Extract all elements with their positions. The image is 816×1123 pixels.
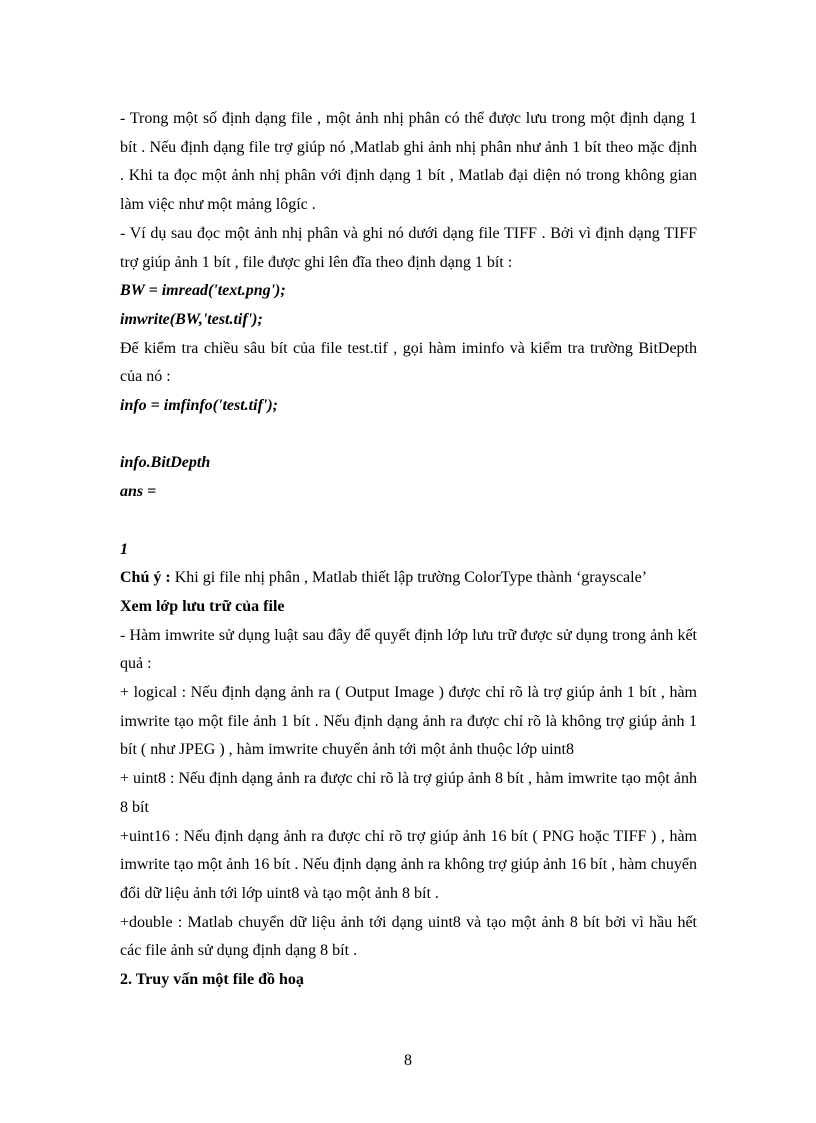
paragraph-example: - Ví dụ sau đọc một ảnh nhị phân và ghi nó dưới dạng file TIFF . Bởi vì định dạng TIFF trợ giúp ảnh 1 bít , file được ghi lên đĩa theo định dạng 1 bít :	[120, 224, 697, 271]
blank-line	[120, 421, 697, 450]
paragraph-check-depth: Để kiểm tra chiều sâu bít của file test.tif , gọi hàm iminfo và kiểm tra trường BitDepth của nó :	[120, 339, 697, 386]
heading-storage-class: Xem lớp lưu trữ của file	[120, 597, 285, 615]
code-line-imfinfo: info = imfinfo('test.tif');	[120, 397, 278, 415]
code-line-imwrite: imwrite(BW,'test.tif');	[120, 310, 263, 328]
paragraph-uint8: + uint8 : Nếu định dạng ảnh ra được chỉ rõ là trợ giúp ảnh 8 bít , hàm imwrite tạo một ảnh 8 bít	[120, 770, 697, 816]
page-body	[120, 105, 697, 995]
heading-query-file: 2. Truy vấn một file đồ hoạ	[120, 971, 304, 989]
note-label: Chú ý :	[120, 569, 171, 587]
code-line-ans: ans =	[120, 483, 157, 501]
paragraph-logical: + logical : Nếu định dạng ảnh ra ( Output Image ) được chỉ rõ là trợ giúp ảnh 1 bít , hàm imwrite tạo một file ảnh 1 bít . Nếu định dạng ảnh ra được chỉ rõ là không trợ giúp ảnh 1 bít ( như JPEG ) , hàm imwrite chuyển ảnh tới một ảnh thuộc lớp uint8	[120, 684, 697, 759]
note-paragraph	[120, 564, 697, 593]
code-line-imread: BW = imread('text.png');	[120, 282, 286, 300]
blank-line	[120, 507, 697, 536]
paragraph-uint16: +uint16 : Nếu định dạng ảnh ra được chỉ rõ trợ giúp ảnh 16 bít ( PNG hoặc TIFF ) , hàm imwrite tạo một ảnh 16 bít . Nếu định dạng ảnh ra không trợ giúp ảnh 16 bít , hàm chuyển đổi dữ liệu ảnh tới lớp uint8 và tạo một ảnh 8 bít .	[120, 827, 697, 902]
note-text: Khi gi file nhị phân , Matlab thiết lập trường ColorType thành ‘grayscale’	[170, 569, 648, 587]
page-number: 8	[404, 1052, 412, 1069]
paragraph-binary-format: - Trong một số định dạng file , một ảnh nhị phân có thể được lưu trong một định dạng 1 bít . Nếu định dạng file trợ giúp nó ,Matlab ghi ảnh nhị phân như ảnh 1 bít theo mặc định . Khi ta đọc một ảnh nhị phân với định dạng 1 bít , Matlab đại diện nó trong không gian làm việc như một mảng lôgíc .	[120, 110, 697, 214]
paragraph-double: +double : Matlab chuyển dữ liệu ảnh tới dạng uint8 và tạo một ảnh 8 bít bởi vì hầu hết các file ảnh sử dụng định dạng 8 bít .	[120, 913, 697, 960]
code-line-bitdepth: info.BitDepth	[120, 454, 211, 472]
code-line-result: 1	[120, 540, 128, 558]
paragraph-imwrite-rules: - Hàm imwrite sử dụng luật sau đây để quyết định lớp lưu trữ được sử dụng trong ảnh kết quả :	[120, 626, 697, 673]
